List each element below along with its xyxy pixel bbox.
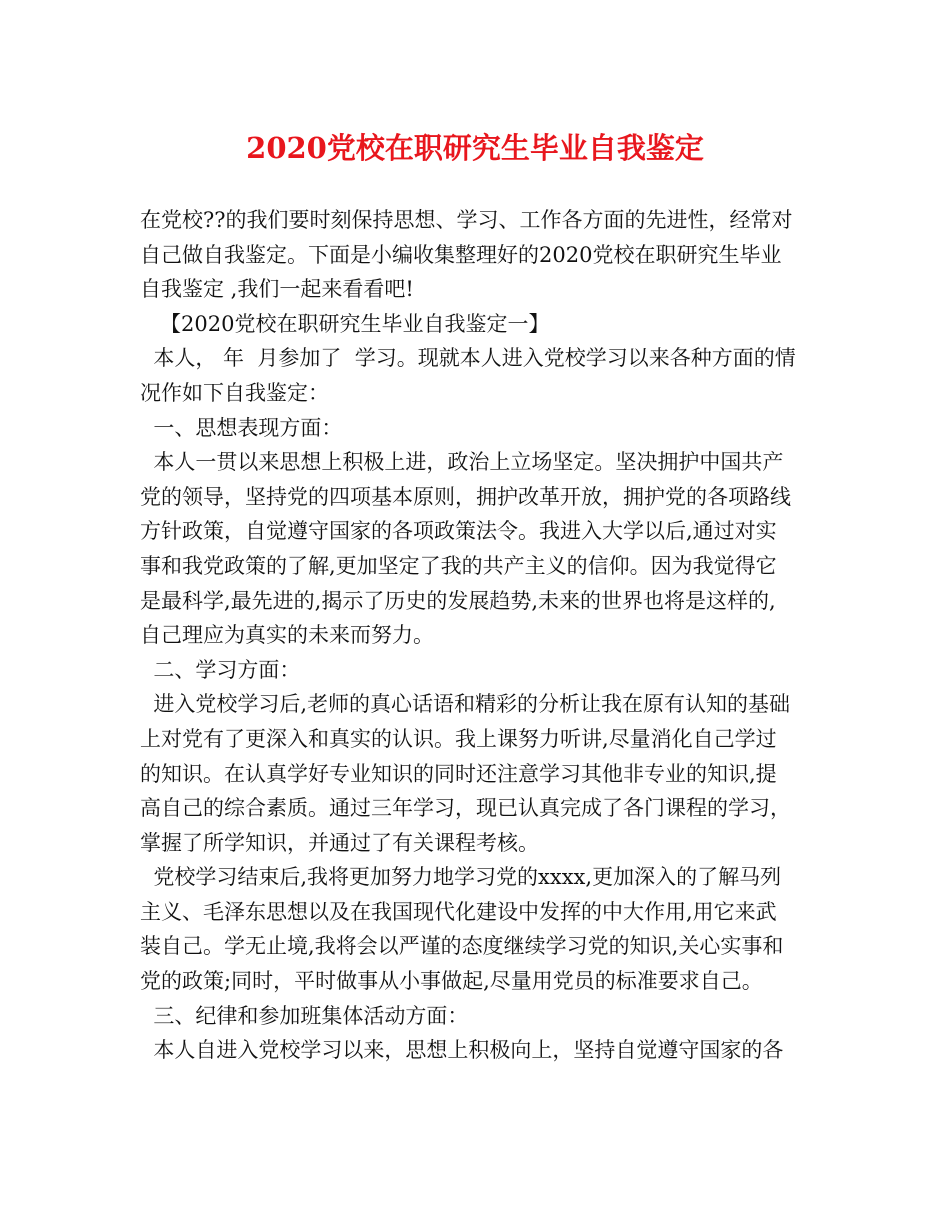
body-line: 主义、毛泽东思想以及在我国现代化建设中发挥的中大作用,用它来武 (140, 899, 777, 924)
body-line: 的知识。在认真学好专业知识的同时还注意学习其他非专业的知识,提 (140, 761, 777, 786)
body-line: 本人一贯以来思想上积极上进，政治上立场坚定。坚决拥护中国共产 (140, 450, 784, 475)
body-line: 掌握了所学知识，并通过了有关课程考核。 (140, 830, 539, 855)
body-line: 三、纪律和参加班集体活动方面： (140, 1003, 469, 1028)
body-line: 一、思想表现方面： (140, 415, 343, 440)
body-line: 高自己的综合素质。通过三年学习，现已认真完成了各门课程的学习， (140, 796, 791, 821)
body-line: 自我鉴定 ,我们一起来看看吧! (140, 277, 414, 302)
document-body (140, 203, 815, 1068)
body-line: 装自己。学无止境,我将会以严谨的态度继续学习党的知识,关心实事和 (140, 934, 784, 959)
body-line: 自己做自我鉴定。下面是小编收集整理好的2020党校在职研究生毕业 (140, 242, 782, 267)
body-line: 况作如下自我鉴定： (140, 380, 329, 405)
body-line: 是最科学,最先进的,揭示了历史的发展趋势,未来的世界也将是这样的, (140, 588, 776, 613)
body-line: 方针政策，自觉遵守国家的各项政策法令。我进入大学以后,通过对实 (140, 519, 777, 544)
body-line: 本人自进入党校学习以来，思想上积极向上，坚持自觉遵守国家的各 (140, 1038, 784, 1063)
body-line: 二、学习方面： (140, 657, 301, 682)
body-line: 本人， 年 月参加了 学习。现就本人进入党校学习以来各种方面的情 (140, 346, 796, 371)
body-line: 党的领导，坚持党的四项基本原则，拥护改革开放，拥护党的各项路线 (140, 484, 791, 509)
body-line: 党校学习结束后,我将更加努力地学习党的xxxx,更加深入的了解马列 (140, 865, 782, 890)
body-line: 自己理应为真实的未来而努力。 (140, 623, 434, 648)
body-line: 党的政策;同时，平时做事从小事做起,尽量用党员的标准要求自己。 (140, 969, 763, 994)
document-title: 2020党校在职研究生毕业自我鉴定 (246, 131, 704, 165)
body-line: 进入党校学习后,老师的真心话语和精彩的分析让我在原有认知的基础 (140, 692, 791, 717)
body-line: 【2020党校在职研究生毕业自我鉴定一】 (140, 311, 550, 336)
body-line: 上对党有了更深入和真实的认识。我上课努力听讲,尽量消化自己学过 (140, 726, 777, 751)
body-line: 事和我党政策的了解,更加坚定了我的共产主义的信仰。因为我觉得它 (140, 553, 777, 578)
body-line: 在党校??的我们要时刻保持思想、学习、工作各方面的先进性，经常对 (140, 208, 793, 232)
